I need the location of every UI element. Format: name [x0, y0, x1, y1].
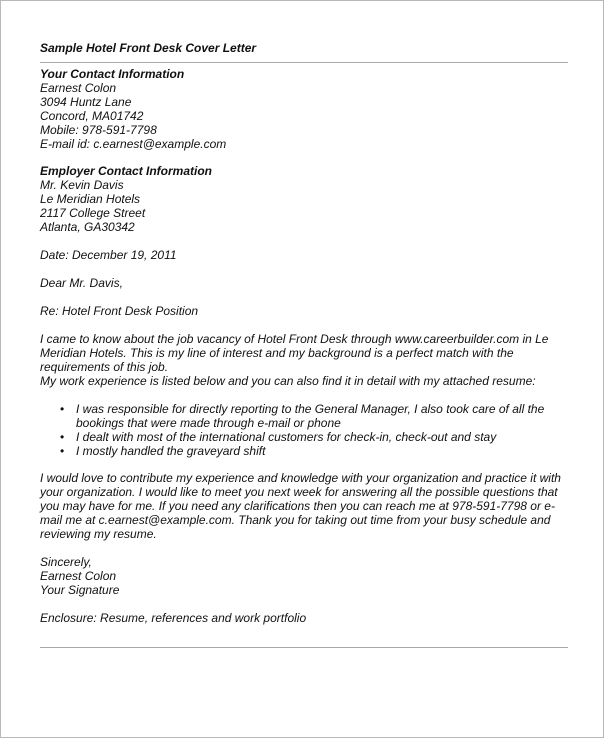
date-text: Date: December 19, 2011 [40, 248, 177, 262]
subject-text: Re: Hotel Front Desk Position [40, 304, 199, 318]
employer-contact-block [40, 164, 568, 234]
employer-name: Mr. Kevin Davis [40, 178, 124, 192]
list-item-text: bookings that were made through e-mail or phone [76, 416, 341, 430]
list-item [40, 402, 568, 430]
employer-city: Atlanta, GA30342 [40, 220, 135, 234]
employer-company: Le Meridian Hotels [40, 192, 141, 206]
list-item-text: I was responsible for directly reporting to the General Manager, I also took care of all the [76, 402, 545, 416]
signature-text: Your Signature [40, 583, 120, 597]
top-divider [40, 62, 568, 63]
your-name: Earnest Colon [40, 81, 117, 95]
list-item [40, 444, 568, 458]
intro-line: I came to know about the job vacancy of Hotel Front Desk through www.careerbuilder.com in Le [40, 332, 549, 346]
bottom-divider [40, 647, 568, 648]
document-title: Sample Hotel Front Desk Cover Letter [40, 41, 257, 55]
your-city: Concord, MA01742 [40, 109, 144, 123]
signoff-block [40, 555, 568, 597]
your-email: E-mail id: c.earnest@example.com [40, 137, 227, 151]
intro-line: My work experience is listed below and you can also find it in detail with my attached resume: [40, 374, 536, 388]
enclosure-text: Enclosure: Resume, references and work portfolio [40, 611, 307, 625]
intro-line: Meridian Hotels. This is my line of interest and my background is a perfect match with the [40, 346, 514, 360]
closing-line: reviewing my resume. [40, 527, 157, 541]
closing-paragraph [40, 471, 568, 541]
closing-line: your organization. I would like to meet you next week for answering all the possible questions that [40, 485, 558, 499]
employer-contact-heading: Employer Contact Information [40, 164, 213, 178]
list-item [40, 430, 568, 444]
bullet-icon: • [60, 430, 65, 444]
intro-line: requirements of this job. [40, 360, 169, 374]
experience-list [40, 402, 568, 458]
your-contact-block [40, 67, 568, 151]
list-item-text: I dealt with most of the international customers for check-in, check-out and stay [76, 430, 497, 444]
your-street: 3094 Huntz Lane [40, 95, 132, 109]
signoff-text: Sincerely, [40, 555, 92, 569]
employer-street: 2117 College Street [40, 206, 146, 220]
your-contact-heading: Your Contact Information [40, 67, 185, 81]
subject-line [40, 304, 568, 318]
bullet-icon: • [60, 402, 65, 416]
salutation [40, 276, 568, 290]
bullet-icon: • [60, 444, 65, 458]
closing-line: mail me at c.earnest@example.com. Thank you for taking out time from your busy schedule and [40, 513, 551, 527]
enclosure [40, 611, 568, 625]
signer-name: Earnest Colon [40, 569, 117, 583]
intro-paragraph [40, 332, 568, 388]
closing-line: you may have for me. If you need any clarifications then you can reach me at 978-591-7798 or e- [40, 499, 555, 513]
salutation-text: Dear Mr. Davis, [40, 276, 123, 290]
your-mobile: Mobile: 978-591-7798 [40, 123, 157, 137]
list-item-text: I mostly handled the graveyard shift [76, 444, 266, 458]
closing-line: I would love to contribute my experience and knowledge with your organization and practice it with [40, 471, 561, 485]
letter-date [40, 248, 568, 262]
